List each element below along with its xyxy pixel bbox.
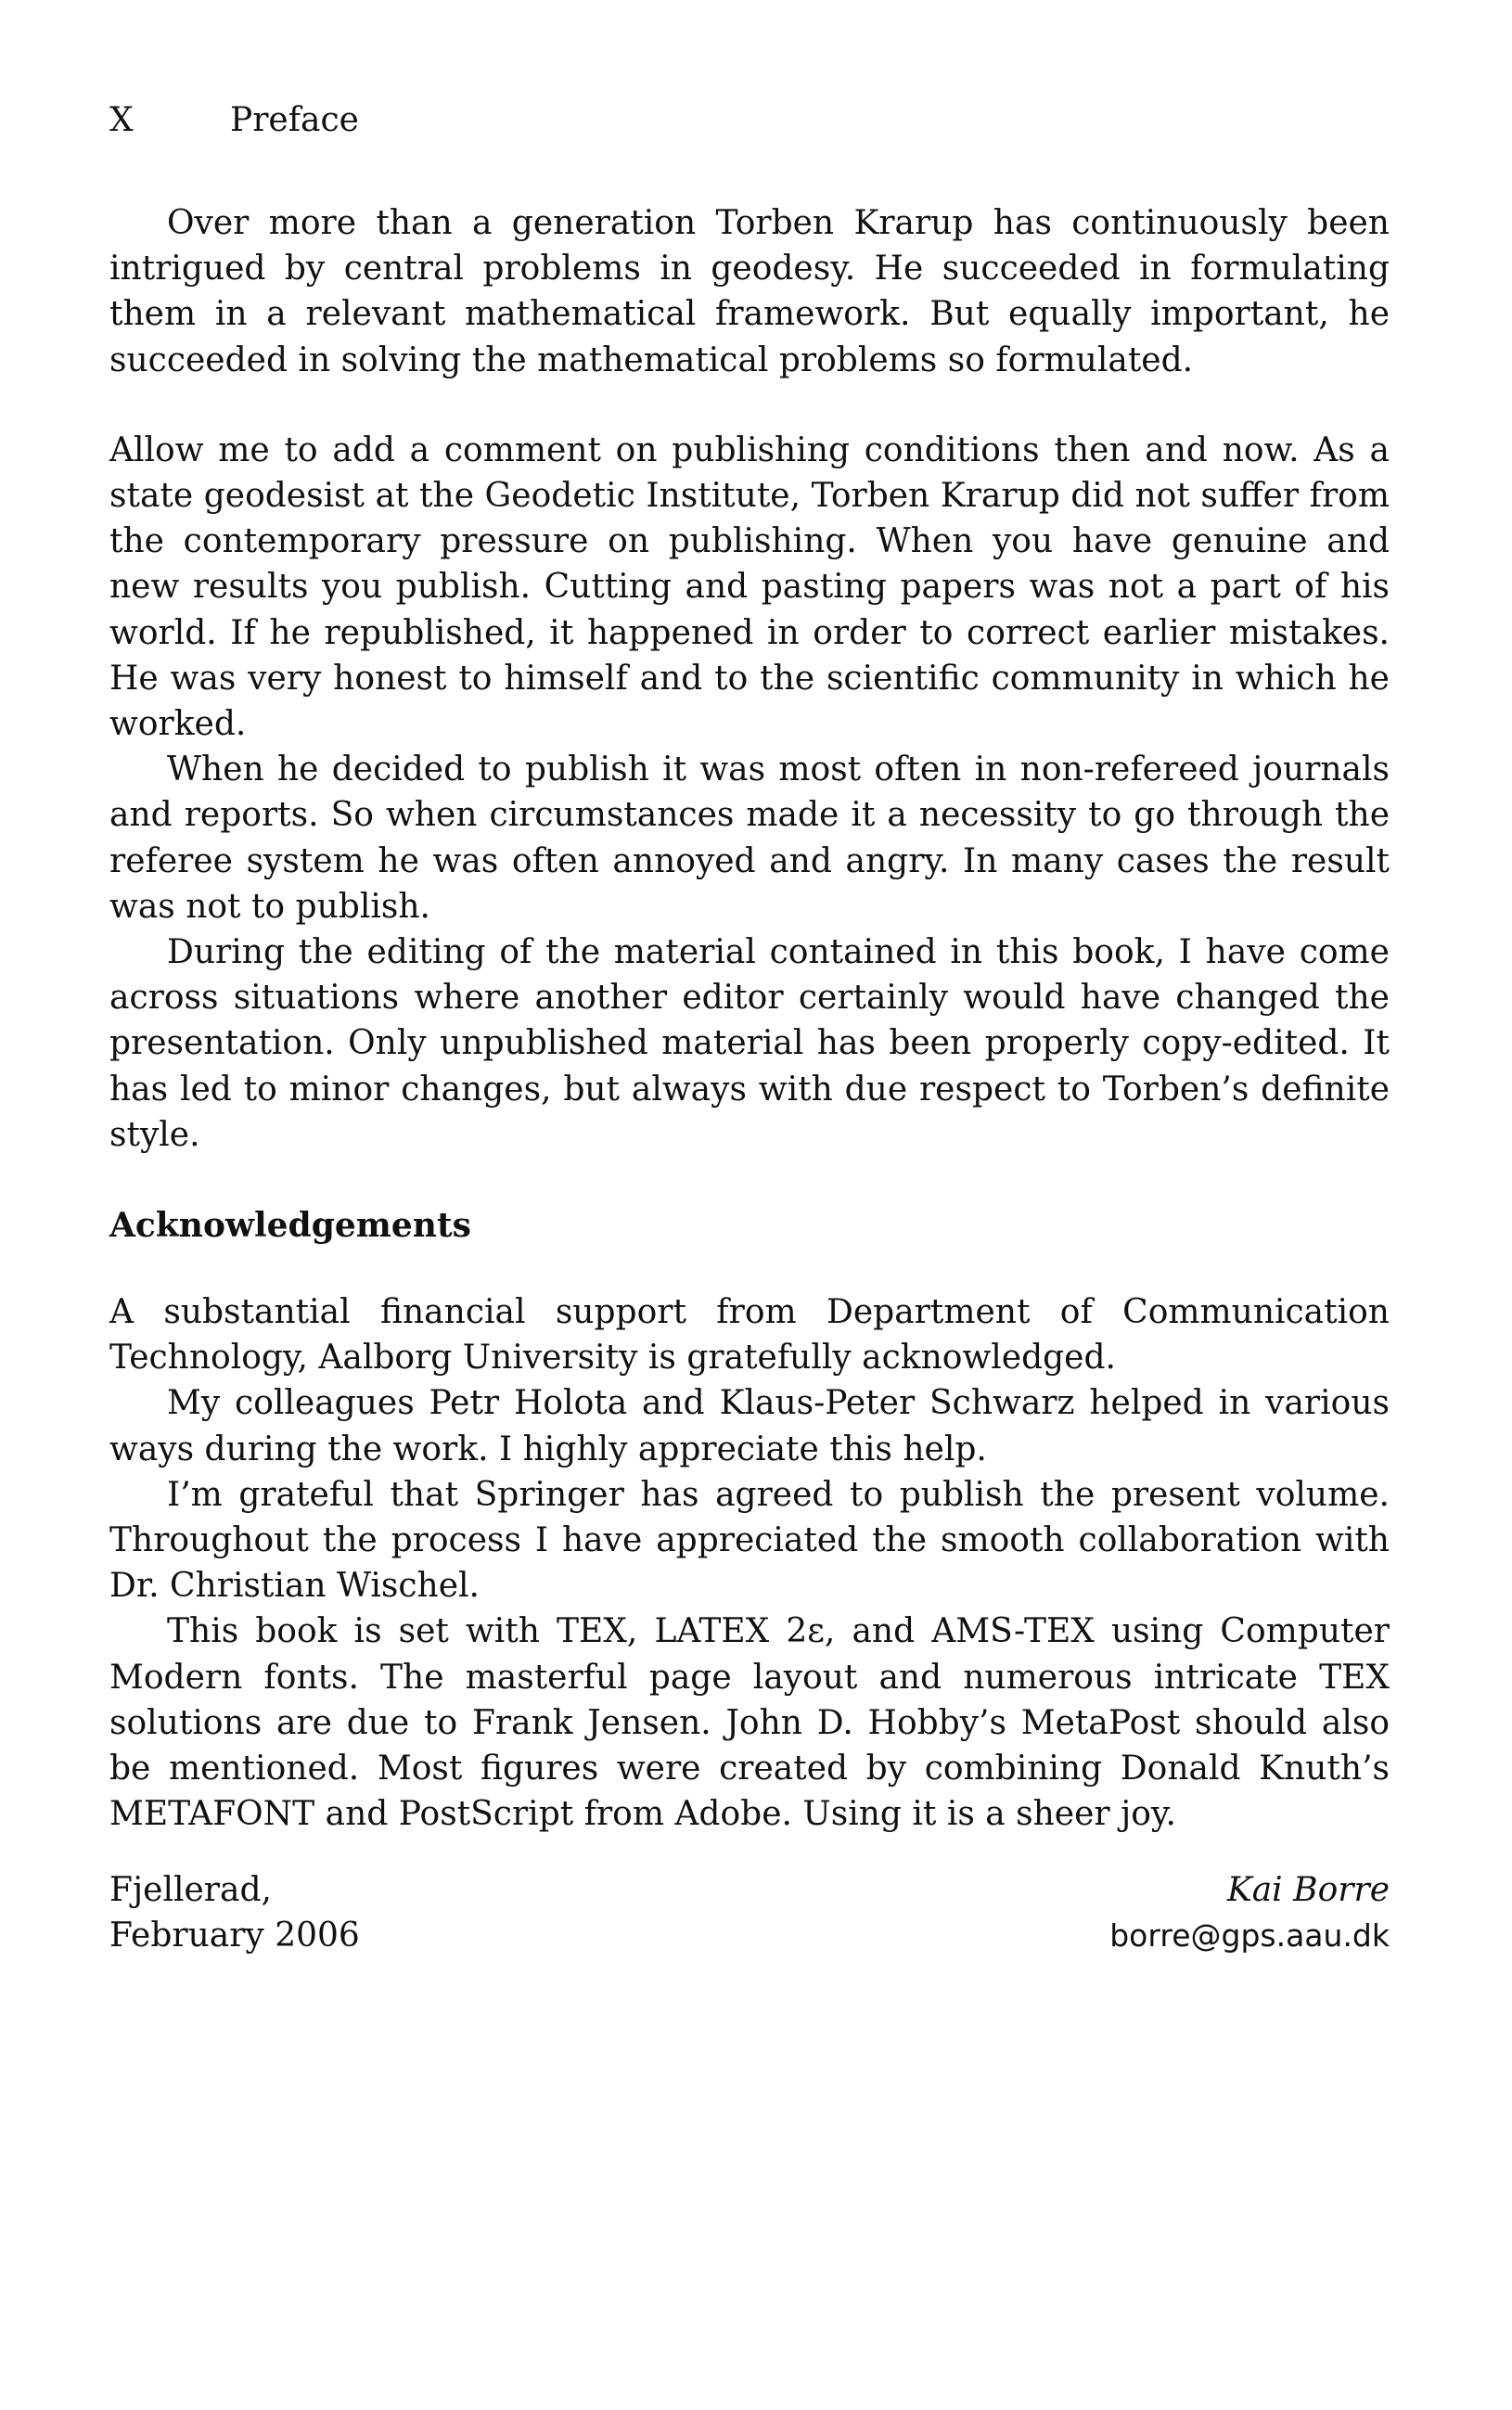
paragraph: I’m grateful that Springer has agreed to publish the present volume. Throughout the process I have appreciated the smooth collaboration with Dr. Christian Wischel. [109, 1475, 1390, 1606]
running-title: Preface [230, 101, 359, 139]
author-signature [1109, 1867, 1390, 1958]
preface-body [109, 200, 1390, 1838]
page-number: X [109, 101, 134, 139]
place: Fjellerad, [109, 1871, 272, 1909]
paragraph: Allow me to add a comment on publishing conditions then and now. As a state geodesist at the Geodetic Institute, Torben Krarup did not suffer from the contemporary pressure on publishing. When you have genuine and new results you publish. Cutting and pasting papers was not a part of his world. If he republished, it happened in order to correct earlier mistakes. He was very honest to himself and to the scientific community in which he worked. [109, 430, 1390, 744]
paragraph: This book is set with TEX, LATEX 2ε, and AMS-TEX using Computer Modern fonts. The masterful page layout and numerous intricate TEX solutions are due to Frank Jensen. John D. Hobby’s MetaPost should also be mentioned. Most figures were created by combining Donald Knuth’s METAFONT and PostScript from Adobe. Using it is a sheer joy. [109, 1612, 1390, 1834]
place-and-date [109, 1867, 360, 1958]
paragraph: Over more than a generation Torben Krarup has continuously been intrigued by central problems in geodesy. He succeeded in formulating them in a relevant mathematical framework. But equally important, he succeeded in solving the mathematical problems so formulated. [109, 204, 1390, 379]
paragraph: My colleagues Petr Holota and Klaus-Peter Schwarz helped in various ways during the work. I highly appreciate this help. [109, 1384, 1390, 1468]
author-name: Kai Borre [1226, 1871, 1390, 1909]
paragraph: During the editing of the material contained in this book, I have come across situations where another editor certainly would have changed the presentation. Only unpublished material has been properly copy-edited. It has led to minor changes, but always with due respect to Torben’s definite style. [109, 933, 1390, 1154]
running-head [109, 100, 1390, 141]
author-email: borre@gps.aau.dk [1109, 1917, 1390, 1955]
date: February 2006 [109, 1916, 360, 1955]
acknowledgements-heading: Acknowledgements [109, 1206, 471, 1246]
paragraph: When he decided to publish it was most often in non-refereed journals and reports. So when circumstances made it a necessity to go through the referee system he was often annoyed and angry. In many cases the result was not to publish. [109, 750, 1390, 926]
paragraph: A substantial financial support from Department of Communication Technology, Aalborg University is gratefully acknowledged. [109, 1293, 1390, 1378]
